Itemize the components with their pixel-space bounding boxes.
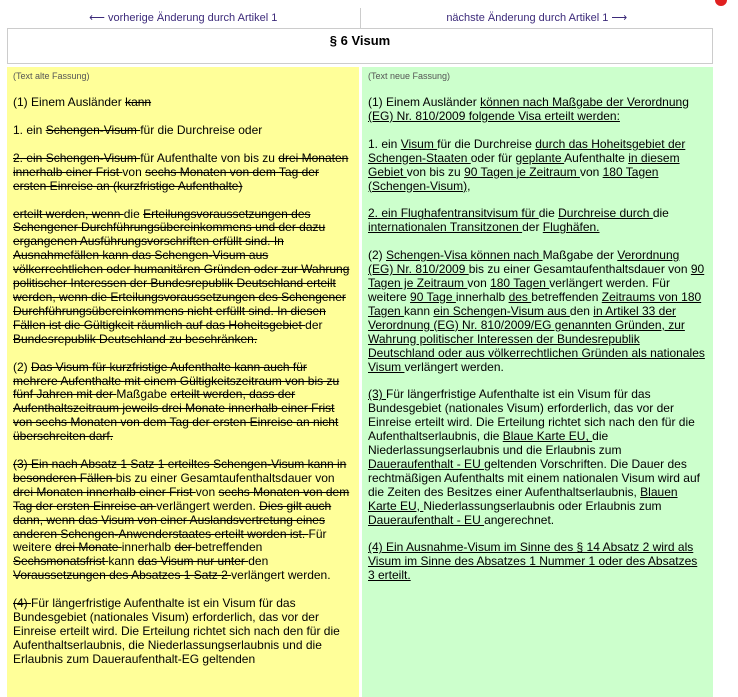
text-run: verlängert werden. — [404, 359, 504, 374]
text-run: für die Durchreise — [437, 136, 536, 151]
new-version-body — [368, 96, 707, 583]
paragraph — [13, 96, 353, 110]
text-run: (2) — [368, 248, 386, 263]
text-run: für die Durchreise oder — [140, 122, 263, 137]
deleted-text: drei Monaten innerhalb einer Frist — [13, 150, 349, 179]
text-run: bis zu einer Gesamtaufenthaltsdauer von — [115, 470, 335, 485]
text-run: die — [538, 206, 559, 221]
inserted-text: Flughäfen. — [542, 220, 600, 235]
paragraph — [368, 138, 707, 194]
nav-prev-cell — [7, 8, 361, 28]
old-version-column — [7, 67, 359, 697]
inserted-text: des — [508, 289, 532, 304]
inserted-text: Daueraufenthalt - EU — [368, 456, 485, 471]
change-navigation — [7, 8, 713, 28]
deleted-text: Dies gilt auch dann, wenn das Visum von einer Auslandsvertretung eines anderen Schengen-Anwenderstaates erteilt worden ist. — [13, 498, 332, 541]
text-run: die Niederlassungserlaubnis und die Erlaubnis zum — [368, 429, 622, 458]
paragraph — [368, 207, 707, 235]
text-run: verlängert werden. — [231, 568, 331, 583]
inserted-text: in Artikel 33 der Verordnung (EG) Nr. 810/2009/EG genannten Gründen, zur Wahrung politischer Interessen der Bundesrepublik Deutschland oder aus völkerrechtlichen Gründen als nationales Visum — [368, 303, 705, 374]
text-run: Maßgabe — [116, 387, 171, 402]
text-run: Aufenthalte — [564, 150, 629, 165]
new-version-column — [362, 67, 713, 697]
paragraph — [13, 152, 353, 194]
text-run: (1) Einem Ausländer — [13, 95, 126, 109]
text-run: von — [122, 164, 146, 179]
inserted-text: Daueraufenthalt - EU — [368, 512, 485, 527]
deleted-text: erteilt werden, dass der Aufenthaltszeitraum jeweils drei Monate innerhalb einer Frist von sechs Monaten von dem Tag der ersten Einreise an nicht überschreiten darf. — [13, 387, 339, 444]
text-run: bis zu einer Gesamtaufenthaltsdauer von — [468, 262, 691, 277]
paragraph — [13, 458, 353, 583]
text-run: kann — [108, 554, 138, 569]
text-run: Für längerfristige Aufenthalte ist ein Visum für das Bundesgebiet (nationales Visum) erforderlich, das vor der Einreise erteilt wird. Die Erteilung richtet sich nach den für die Aufenthaltserlaubnis, die Niederlassungserlaubnis und die Erlaubnis zum Daueraufenthalt-EG geltenden — [13, 596, 340, 666]
inserted-text: Verordnung (EG) Nr. 810/2009 — [368, 248, 680, 277]
paragraph — [368, 96, 707, 124]
page-title: § 6 Visum — [329, 33, 391, 48]
deleted-text: Voraussetzungen des Absatzes 1 Satz 2 — [13, 568, 232, 583]
text-run: den — [569, 303, 594, 318]
inserted-text: (3) — [368, 387, 386, 402]
inserted-text: in diesem Gebiet — [368, 150, 680, 179]
inserted-text: Zeitraums von 180 Tagen — [368, 289, 702, 318]
paragraph — [368, 388, 707, 527]
text-run: betreffenden — [531, 289, 602, 304]
text-run: innerhalb — [121, 540, 175, 555]
paragraph — [13, 124, 353, 138]
text-run: (2) — [13, 359, 31, 374]
text-run: Maßgabe der — [542, 248, 618, 263]
paragraph — [13, 597, 353, 667]
deleted-text: das Visum nur unter — [137, 554, 249, 569]
deleted-text: sechs Monaten von dem Tag der ersten Einreise an (kurzfristige Aufenthalte) — [13, 164, 319, 193]
text-run: geltenden Vorschriften. Die Dauer des rechtmäßigen Aufenthalts mit einem nationalen Visum wird auf die Zeiten des Besitzes einer Aufenthaltserlaubnis, — [368, 456, 700, 499]
text-run: (1) Einem Ausländer — [368, 95, 481, 109]
text-run: Für weitere — [13, 526, 327, 555]
inserted-text: internationalen Transitzonen — [368, 220, 523, 235]
inserted-text: geplante — [515, 150, 565, 165]
text-run: der — [522, 220, 543, 235]
text-run: von — [467, 276, 491, 291]
text-run: den — [248, 554, 269, 569]
deleted-text: drei Monaten innerhalb einer Frist — [13, 484, 196, 499]
paragraph — [13, 361, 353, 444]
inserted-text: Blauen Karte EU, — [368, 484, 678, 513]
deleted-text: drei Monate — [55, 540, 122, 555]
deleted-text: der — [174, 540, 196, 555]
deleted-text: 2. ein Schengen-Visum — [13, 150, 141, 165]
text-run: von bis zu — [406, 164, 465, 179]
deleted-text: (4) — [13, 596, 31, 611]
inserted-text: 90 Tage — [410, 289, 456, 304]
deleted-text: Sechsmonatsfrist — [13, 554, 109, 569]
text-run: Für längerfristige Aufenthalte ist ein Visum für das Bundesgebiet (nationales Visum) erforderlich, das vor der Einreise erteilt wird. Die Erteilung richtet sich nach den für die Aufenthaltserlaubnis, die — [368, 387, 695, 444]
nav-next-cell — [361, 8, 714, 28]
deleted-text: Schengen-Visum — [45, 122, 141, 137]
old-version-body — [13, 96, 353, 667]
text-run: 1. ein — [368, 136, 401, 151]
deleted-text: Das Visum für kurzfristige Aufenthalte kann auch für mehrere Aufenthalte mit einem Gültigkeitszeitraum von bis zu fünf Jahren mit der — [13, 359, 340, 402]
previous-change-link[interactable]: ⟵ vorherige Änderung durch Artikel 1 — [89, 12, 278, 24]
old-version-heading: (Text alte Fassung) — [13, 71, 90, 81]
next-change-link[interactable]: nächste Änderung durch Artikel 1 ⟶ — [446, 12, 628, 24]
text-run: der — [305, 317, 323, 332]
text-run: innerhalb — [455, 289, 509, 304]
title-box — [7, 28, 713, 64]
deleted-text: sechs Monaten von dem Tag der ersten Einreise an — [13, 484, 350, 513]
inserted-text: ein Schengen-Visum aus — [433, 303, 570, 318]
text-run: kann — [404, 303, 434, 318]
inserted-text: (4) Ein Ausnahme-Visum im Sinne des § 14 Absatz 2 wird als Visum im Sinne des Absatzes 1 Nummer 1 oder des Absatzes 3 erteilt. — [368, 540, 698, 583]
deleted-text: Erteilungsvoraussetzungen des Schengener Durchführungsübereinkommens und der dazu ergangenen Ausführungsvorschriften erfüllt sind. In Ausnahmefällen kann das Schengen-Visum aus völkerrechtlichen oder humanitären Gründen oder zur Wahrung politischer Interessen der Bundesrepublik Deutschland erteilt werden, wenn die Erteilungsvoraussetzungen des Schengener Durchführungsübereinkommens nicht erfüllt sind. In diesen Fällen ist die Gültigkeit räumlich auf das Hoheitsgebiet — [13, 206, 350, 332]
text-run: verlängert werden. Für weitere — [368, 276, 670, 304]
paragraph — [13, 208, 353, 347]
text-run: die — [123, 206, 144, 221]
text-run: für Aufenthalte von bis zu — [140, 150, 279, 165]
inserted-text: 2. ein Flughafentransitvisum für — [368, 206, 539, 221]
deleted-text: erteilt werden, wenn — [13, 206, 124, 221]
text-run: angerechnet. — [484, 512, 555, 527]
text-run: von — [579, 164, 603, 179]
inserted-text: können nach Maßgabe der Verordnung (EG) Nr. 810/2009 folgende Visa erteilt werden: — [368, 95, 689, 123]
inserted-text: Visum — [400, 136, 438, 151]
text-run: von — [195, 484, 219, 499]
text-run: verlängert werden. — [156, 498, 260, 513]
text-run: oder für — [470, 150, 516, 165]
inserted-text: 180 Tagen (Schengen-Visum), — [368, 164, 659, 193]
deleted-text: kann — [125, 95, 152, 109]
paragraph — [368, 249, 707, 374]
inserted-text: 90 Tagen je Zeitraum — [464, 164, 580, 179]
inserted-text: Durchreise durch — [558, 206, 653, 221]
deleted-text: Bundesrepublik Deutschland zu beschränken. — [13, 331, 258, 346]
inserted-text: 180 Tagen — [490, 276, 550, 291]
inserted-text: durch das Hoheitsgebiet der Schengen-Staaten — [368, 136, 686, 165]
status-dot-icon — [715, 0, 727, 6]
text-run: betreffenden — [195, 540, 263, 555]
deleted-text: (3) Ein nach Absatz 1 Satz 1 erteiltes Schengen-Visum kann in besonderen Fällen — [13, 457, 347, 485]
inserted-text: Blaue Karte EU, — [502, 429, 593, 444]
new-version-heading: (Text neue Fassung) — [368, 71, 451, 81]
text-run: 1. ein — [13, 122, 46, 137]
inserted-text: 90 Tagen je Zeitraum — [368, 262, 705, 291]
text-run: die — [652, 206, 669, 221]
paragraph — [368, 541, 707, 583]
inserted-text: Schengen-Visa können nach — [386, 248, 543, 263]
text-run: Niederlassungserlaubnis oder Erlaubnis zum — [423, 498, 662, 513]
